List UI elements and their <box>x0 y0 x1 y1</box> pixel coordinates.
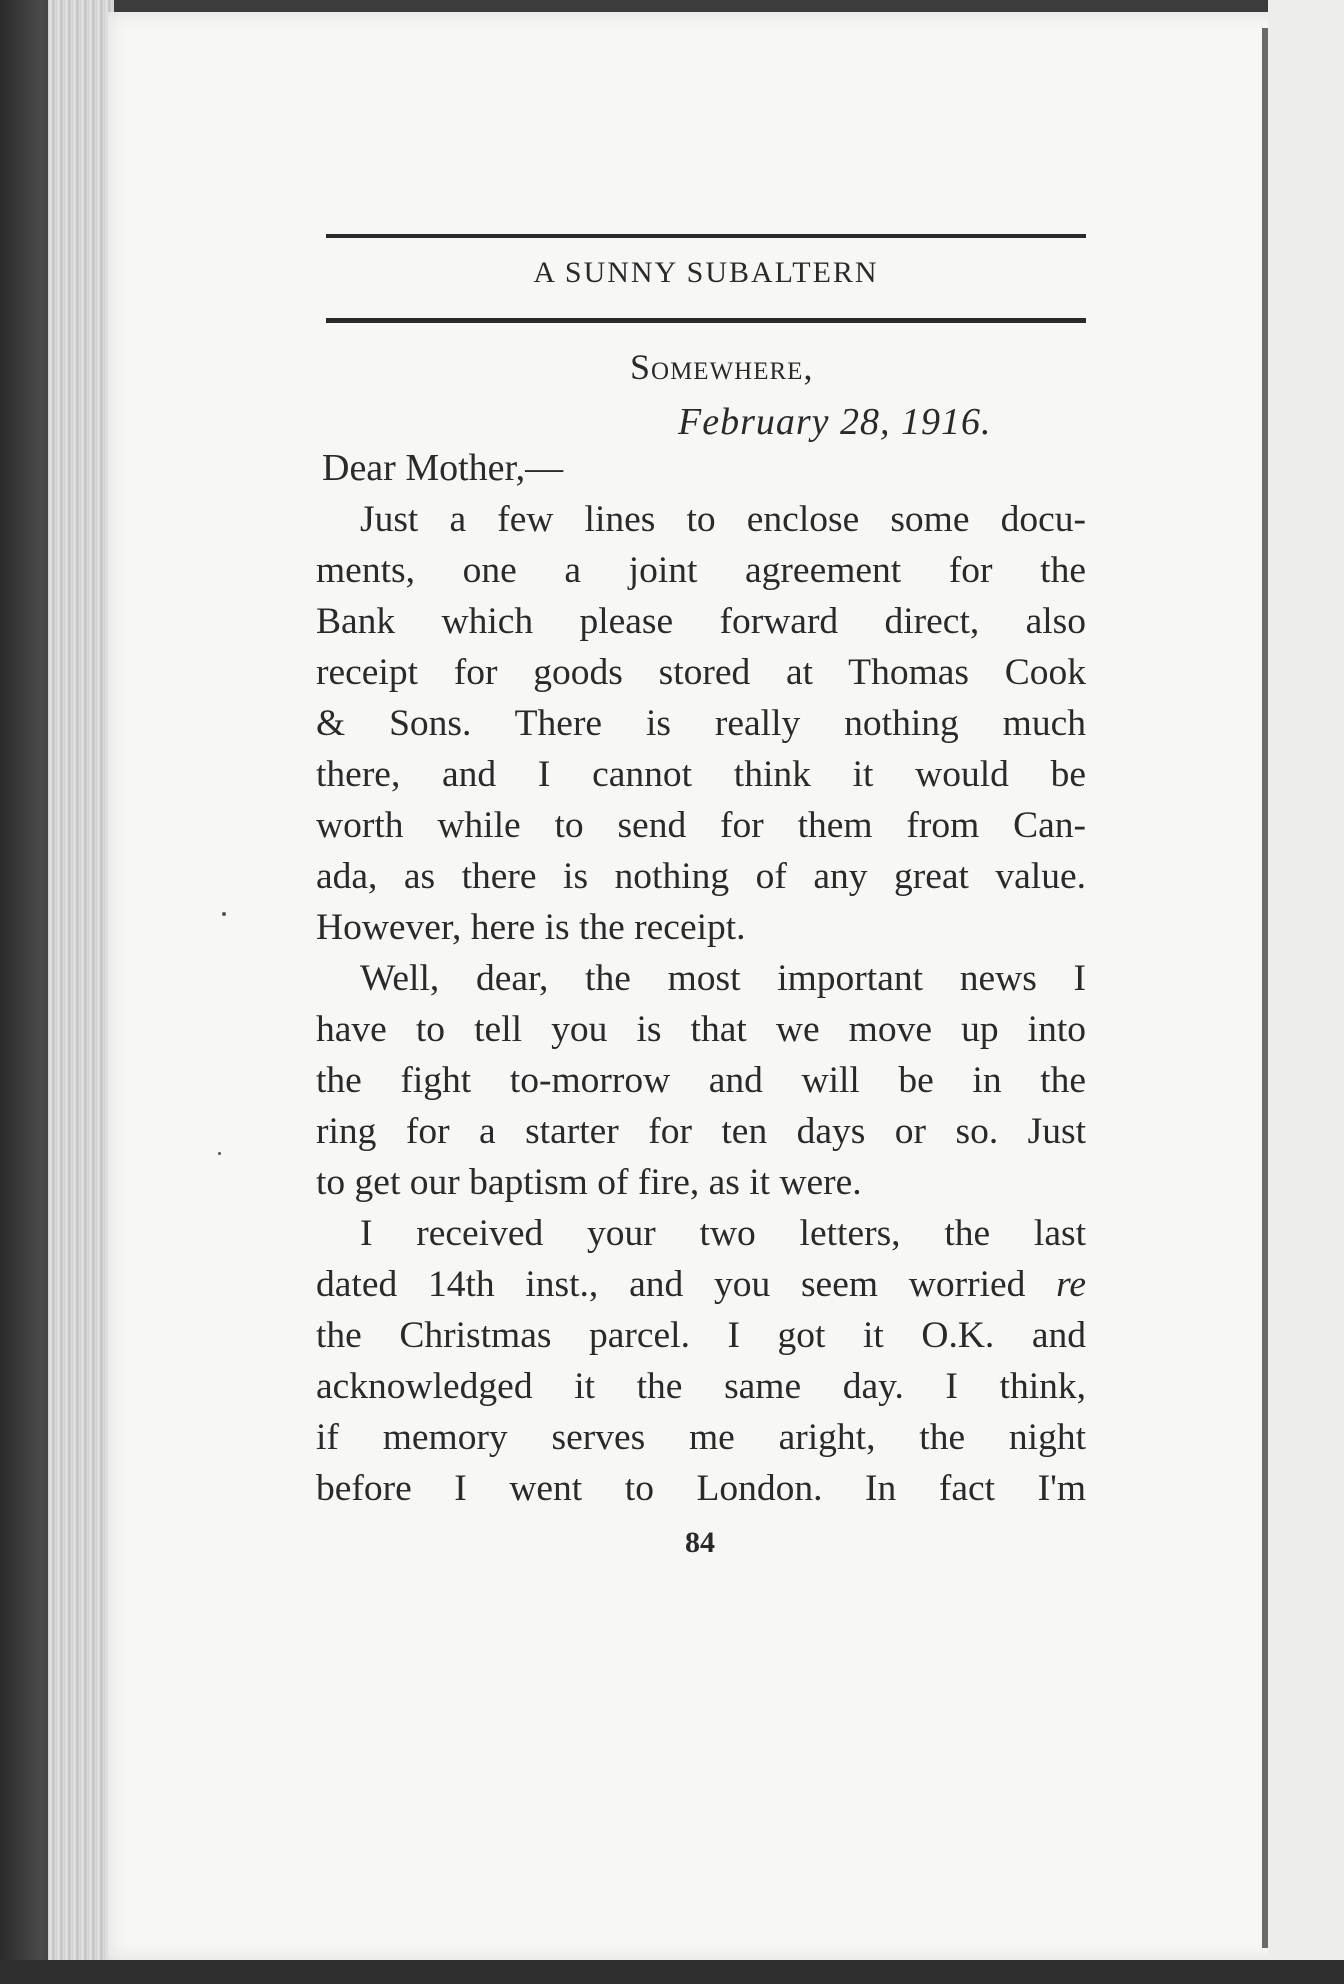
text-line: Bank which please forward direct, also <box>316 601 1086 642</box>
letter-body <box>316 494 1086 1514</box>
text-line: & Sons. There is really nothing much <box>316 703 1086 744</box>
text-line: acknowledged it the same day. I think, <box>316 1366 1086 1407</box>
text-line: the Christmas parcel. I got it O.K. and <box>316 1315 1086 1356</box>
header-rule-top <box>326 234 1086 238</box>
scan-speck <box>222 912 226 916</box>
text-line: ring for a starter for ten days or so. Just <box>316 1111 1086 1152</box>
text-line: ada, as there is nothing of any great value. <box>316 856 1086 897</box>
running-head: A SUNNY SUBALTERN <box>533 256 879 289</box>
text-line: receipt for goods stored at Thomas Cook <box>316 652 1086 693</box>
paragraph-1 <box>316 494 1086 953</box>
italic-re: re <box>1056 1264 1086 1305</box>
dateline-date: February 28, 1916. <box>678 401 992 443</box>
text-line: there, and I cannot think it would be <box>316 754 1086 795</box>
header-rule-bottom <box>326 318 1086 323</box>
paragraph-3 <box>316 1208 1086 1514</box>
text-line: Well, dear, the most important news I <box>360 958 1086 999</box>
text-line: to get our baptism of fire, as it were. <box>316 1162 862 1203</box>
text-line: Just a few lines to enclose some docu- <box>360 499 1086 540</box>
text-line: However, here is the receipt. <box>316 907 746 948</box>
scan-speck <box>218 1152 221 1155</box>
text-line: ments, one a joint agreement for the <box>316 550 1086 591</box>
salutation: Dear Mother,— <box>322 447 564 489</box>
dateline-place: Somewhere, <box>630 347 814 387</box>
page-number: 84 <box>685 1526 715 1559</box>
text-line: worth while to send for them from Can- <box>316 805 1086 846</box>
text-line: have to tell you is that we move up into <box>316 1009 1086 1050</box>
text-line: I received your two letters, the last <box>360 1213 1086 1254</box>
bottom-border <box>0 1960 1344 1984</box>
paragraph-2 <box>316 953 1086 1208</box>
text-line: the fight to-morrow and will be in the <box>316 1060 1086 1101</box>
page-edge-stack <box>48 0 114 1984</box>
facing-page-edge <box>1268 0 1344 1984</box>
text-line: if memory serves me aright, the night <box>316 1417 1086 1458</box>
text-line: before I went to London. In fact I'm <box>316 1468 1086 1509</box>
text-fragment: dated 14th inst., and you seem worried <box>316 1264 1057 1305</box>
text-line-with-italic <box>316 1259 1086 1310</box>
